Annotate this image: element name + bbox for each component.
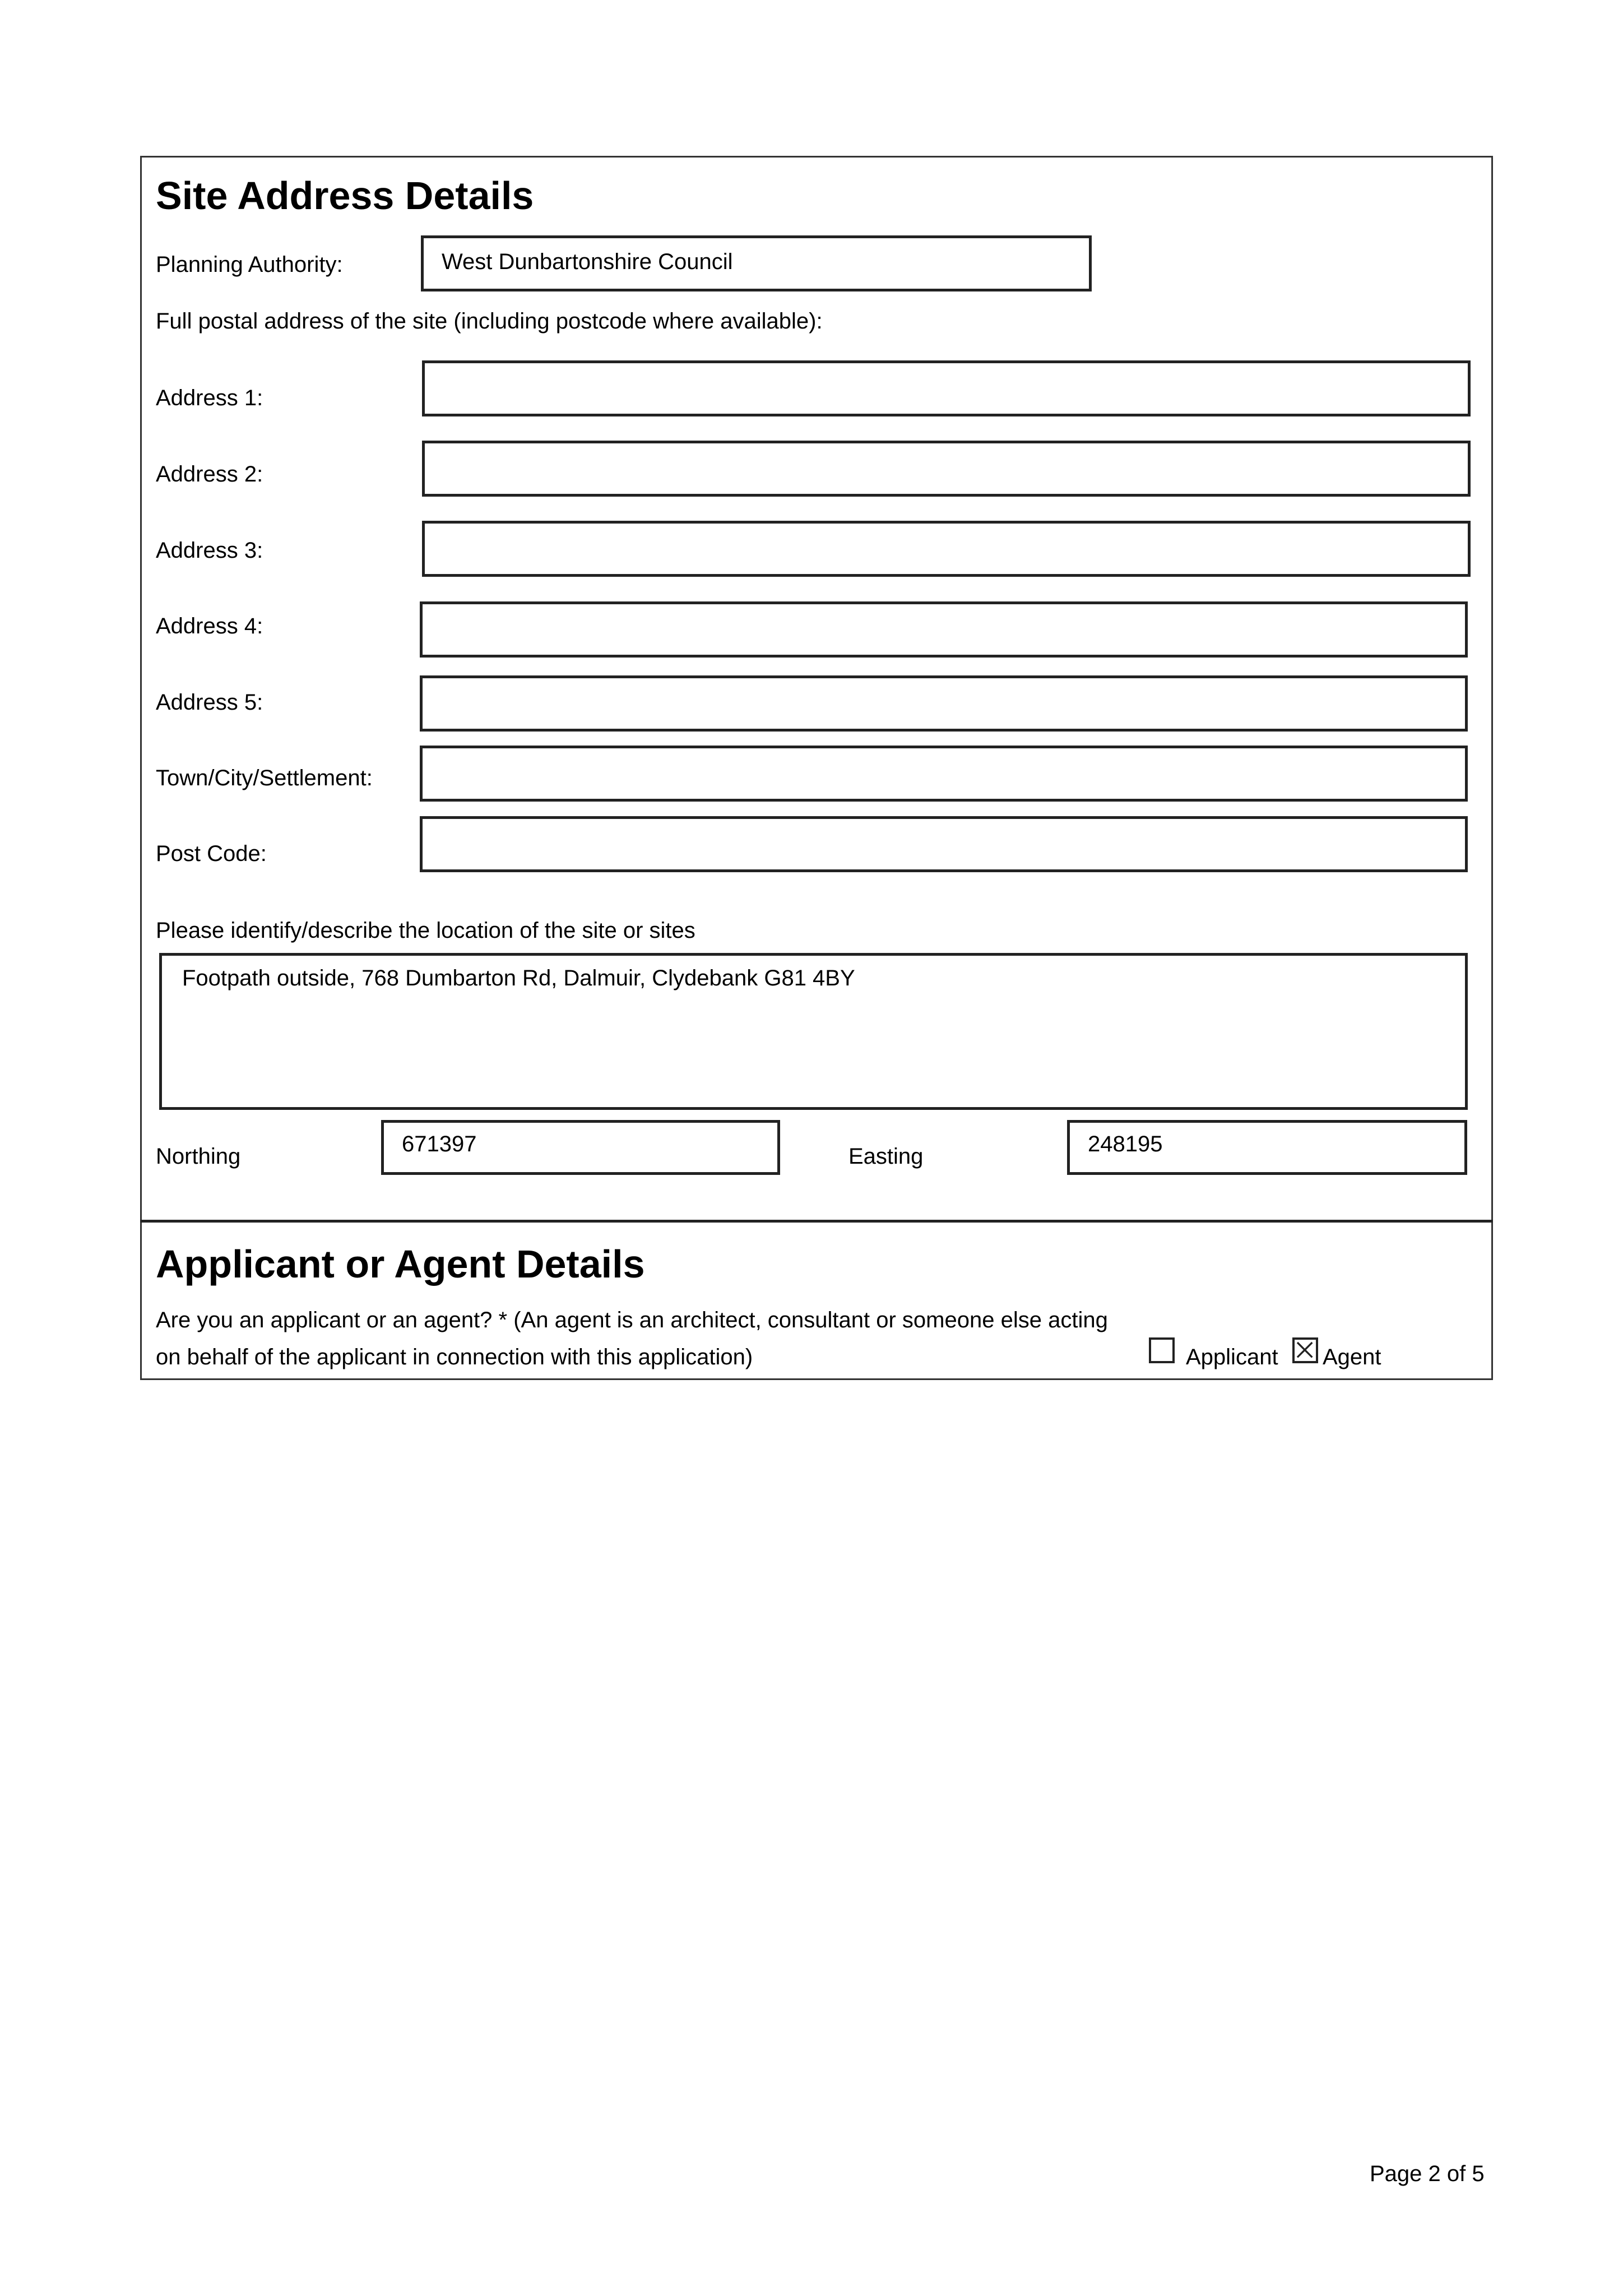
agent-checkbox[interactable] <box>1292 1337 1318 1363</box>
applicant-checkbox[interactable] <box>1149 1337 1175 1363</box>
address1-label: Address 1: <box>156 386 263 410</box>
planning-authority-value: West Dunbartonshire Council <box>442 249 733 274</box>
address5-label: Address 5: <box>156 690 263 715</box>
address3-label: Address 3: <box>156 538 263 563</box>
easting-value: 248195 <box>1088 1132 1163 1156</box>
location-prompt: Please identify/describe the location of the site or sites <box>156 918 695 943</box>
checkbox-x-icon <box>1295 1340 1316 1361</box>
address2-field[interactable] <box>422 441 1471 497</box>
address5-field[interactable] <box>420 675 1468 732</box>
applicant-agent-question-line2: on behalf of the applicant in connection with this application) <box>156 1345 753 1369</box>
full-address-prompt: Full postal address of the site (including postcode where available): <box>156 309 823 334</box>
applicant-agent-heading: Applicant or Agent Details <box>156 1242 645 1286</box>
postcode-field[interactable] <box>420 816 1468 872</box>
northing-field[interactable] <box>381 1120 780 1175</box>
location-description-field[interactable] <box>159 953 1468 1110</box>
postcode-label: Post Code: <box>156 841 267 866</box>
town-label: Town/City/Settlement: <box>156 766 373 790</box>
address2-label: Address 2: <box>156 462 263 487</box>
address4-field[interactable] <box>420 601 1468 658</box>
northing-value: 671397 <box>402 1132 477 1156</box>
site-address-heading: Site Address Details <box>156 174 534 217</box>
applicant-option-label: Applicant <box>1186 1345 1278 1369</box>
address1-field[interactable] <box>422 360 1471 416</box>
address3-field[interactable] <box>422 521 1471 577</box>
easting-field[interactable] <box>1067 1120 1467 1175</box>
section-divider <box>140 1220 1493 1223</box>
page-number: Page 2 of 5 <box>1370 2161 1485 2186</box>
planning-authority-field[interactable] <box>421 235 1092 291</box>
northing-label: Northing <box>156 1144 241 1169</box>
planning-authority-label: Planning Authority: <box>156 252 343 277</box>
applicant-agent-question-line1: Are you an applicant or an agent? * (An agent is an architect, consultant or someone else acting <box>156 1308 1108 1332</box>
town-field[interactable] <box>420 746 1468 802</box>
location-description-value: Footpath outside, 768 Dumbarton Rd, Dalmuir, Clydebank G81 4BY <box>182 966 855 990</box>
agent-option-label: Agent <box>1323 1345 1381 1369</box>
easting-label: Easting <box>848 1144 924 1169</box>
address4-label: Address 4: <box>156 614 263 638</box>
